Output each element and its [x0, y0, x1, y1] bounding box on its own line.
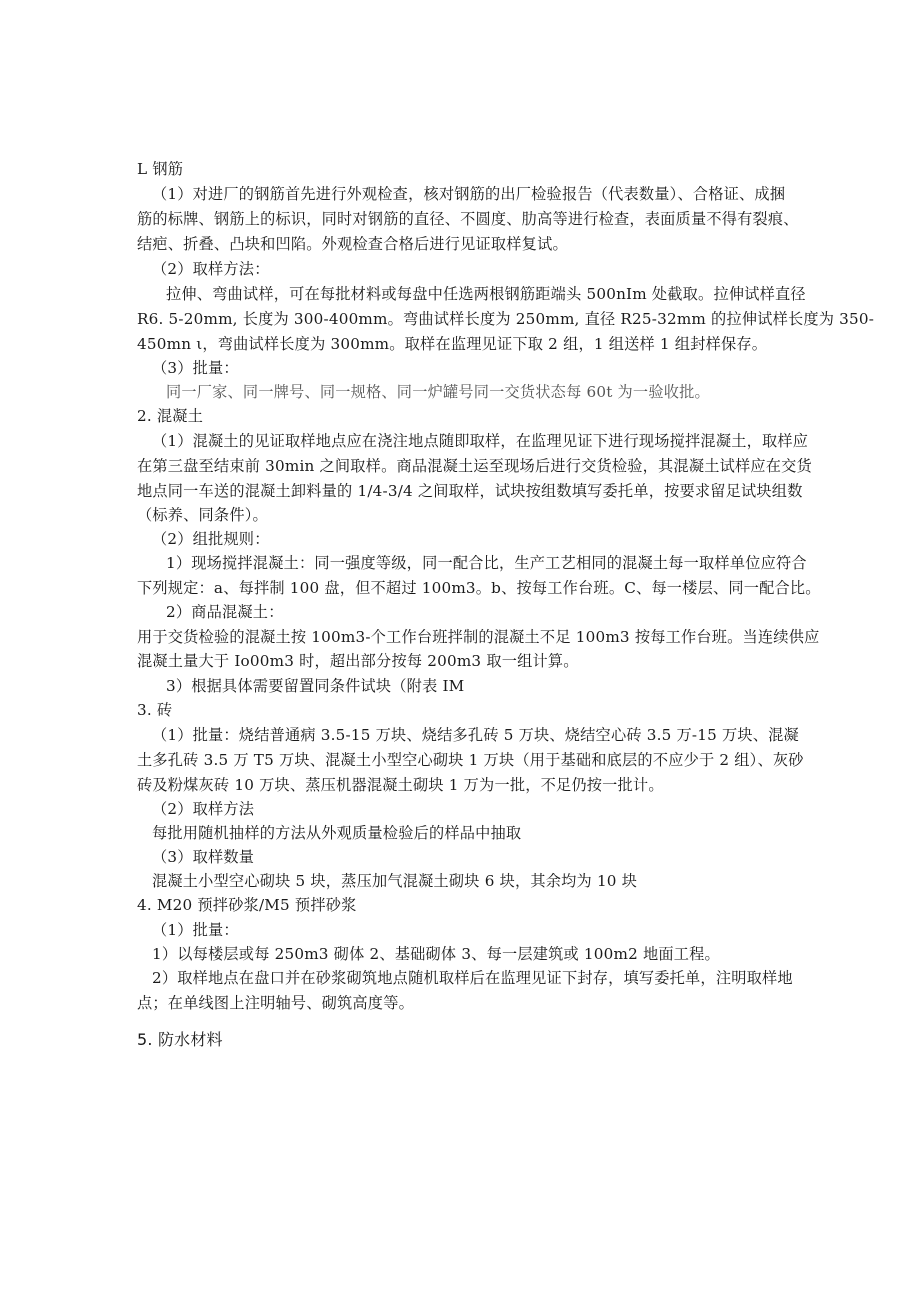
steel-item-2-title: （2）取样方法： [152, 260, 270, 278]
brick-item-1-line-1: （1）批量：烧结普通病 3.5-15 万块、烧结多孔砖 5 万块、烧结空心砖 3.5 万-15 万块、混凝 [152, 726, 799, 744]
concrete-item-2-sub-1-line-1: 1）现场搅拌混凝土：同一强度等级，同一配合比，生产工艺相同的混凝土每一取样单位应符合 [166, 554, 807, 572]
heading-steel: L 钢筋 [137, 160, 184, 178]
concrete-item-2-title: （2）组批规则： [152, 530, 270, 548]
mortar-item-1-sub-2-line-1: 2）取样地点在盘口并在砂浆砌筑地点随机取样后在监理见证下封存，填写委托单，注明取样地 [152, 969, 793, 987]
steel-item-1-line-2: 筋的标牌、钢筋上的标识，同时对钢筋的直径、不圆度、肋高等进行检查，表面质量不得有裂痕、 [137, 210, 799, 228]
brick-item-2-title: （2）取样方法 [152, 800, 255, 818]
steel-item-2-line-3: 450mn ι，弯曲试样长度为 300mm。取样在监理见证下取 2 组，1 组送样 1 组封样保存。 [137, 335, 768, 353]
steel-item-2-line-2: R6. 5-20mm, 长度为 300-400mm。弯曲试样长度为 250mm, 直径 R25-32mm 的拉伸试样长度为 350- [137, 310, 875, 328]
concrete-item-1-line-3: 地点同一车送的混凝土卸料量的 1/4-3/4 之间取样，试块按组数填写委托单，按要求留足试块组数 [137, 482, 803, 500]
concrete-item-2-sub-1-line-2: 下列规定：a、每拌制 100 盘，但不超过 100m3。b、按每工作台班。C、每一楼层、同一配合比。 [137, 579, 821, 597]
steel-item-2-line-1: 拉伸、弯曲试样，可在每批材料或每盘中任选两根钢筋距端头 500nIm 处截取。拉伸试样直径 [166, 285, 806, 303]
concrete-item-2-sub-2-line-1: 用于交货检验的混凝土按 100m3-个工作台班拌制的混凝土不足 100m3 按每工作台班。当连续供应 [137, 628, 820, 646]
mortar-item-1-title: （1）批量： [152, 921, 239, 939]
heading-mortar: 4. M20 预拌砂浆/M5 预拌砂浆 [137, 896, 357, 914]
steel-item-3-line-1: 同一厂家、同一牌号、同一规格、同一炉罐号同一交货状态每 60t 为一验收批。 [166, 383, 710, 401]
heading-concrete: 2. 混凝土 [137, 407, 204, 425]
steel-item-1-line-3: 结疤、折叠、凸块和凹陷。外观检查合格后进行见证取样复试。 [137, 235, 568, 253]
concrete-item-2-sub-2-line-2: 混凝土量大于 Io00m3 时，超出部分按每 200m3 取一组计算。 [137, 652, 579, 670]
brick-item-2-line-1: 每批用随机抽样的方法从外观质量检验后的样品中抽取 [152, 824, 522, 842]
concrete-item-2-sub-3: 3）根据具体需要留置同条件试块（附表 IM [166, 677, 465, 695]
brick-item-1-line-3: 砖及粉煤灰砖 10 万块、蒸压机器混凝土砌块 1 万为一批，不足仍按一批计。 [137, 776, 664, 794]
mortar-item-1-sub-1: 1）以每楼层或每 250m3 砌体 2、基础砌体 3、每一层建筑或 100m2 地面工程。 [152, 945, 720, 963]
concrete-item-1-line-2: 在第三盘至结束前 30min 之间取样。商品混凝土运至现场后进行交货检验，其混凝土试样应在交货 [137, 457, 812, 475]
brick-item-3-title: （3）取样数量 [152, 848, 255, 866]
steel-item-3-title: （3）批量： [152, 359, 239, 377]
concrete-item-1-line-1: （1）混凝土的见证取样地点应在浇注地点随即取样，在监理见证下进行现场搅拌混凝土，取样应 [152, 432, 809, 450]
heading-brick: 3. 砖 [137, 701, 173, 719]
concrete-item-1-line-4: （标养、同条件）。 [137, 506, 268, 524]
brick-item-1-line-2: 土多孔砖 3.5 万 T5 万块、混凝土小型空心砌块 1 万块（用于基础和底层的不应少于 2 组）、灰砂 [137, 751, 804, 769]
concrete-item-2-sub-2-title: 2）商品混凝土： [166, 603, 284, 621]
mortar-item-1-sub-2-line-2: 点；在单线图上注明轴号、砌筑高度等。 [137, 994, 414, 1012]
brick-item-3-line-1: 混凝土小型空心砌块 5 块，蒸压加气混凝土砌块 6 块，其余均为 10 块 [152, 872, 638, 890]
steel-item-1-line-1: （1）对进厂的钢筋首先进行外观检查，核对钢筋的出厂检验报告（代表数量）、合格证、成捆 [152, 185, 786, 203]
heading-waterproofing: 5. 防水材料 [137, 1030, 223, 1049]
